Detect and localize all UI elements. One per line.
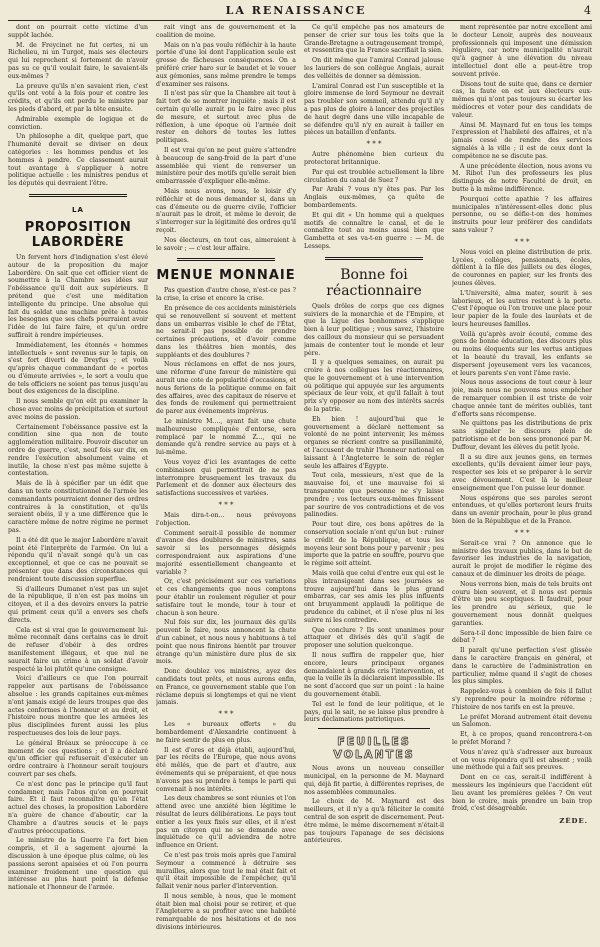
column-2 bbox=[156, 24, 296, 939]
paragraph: Tout cela, messieurs, n'est que de la mauvaise foi, et une mauvaise foi si transparente que personne ne s'y laisse prendre ; vos lecteurs eux-mêmes finissent par sourire de vos contradictions et de vos palinodies. bbox=[304, 472, 444, 519]
paragraph: Le général Bréaux se préoccupe à ce moment de ces questions ; et il a déclaré qu'un officier qui refuserait d'exécuter un ordre contraire à l'honneur serait toujours couvert par ses chefs. bbox=[8, 739, 148, 778]
column-1 bbox=[8, 24, 148, 939]
paragraph: Nous avons un nouveau conseiller municipal, en la personne de M. Maynard qui, déjà fit partie, à différentes reprises, de nos assemblées communales. bbox=[304, 765, 444, 796]
paragraph: Mais de là à spécifier par un édit que dans un texte constitutionnel de l'armée les commandants pourraient donner des ordres contraires à la constitution, et qu'ils seraient obéis, il y a une différence que le caractère même de notre régime ne permet pas. bbox=[8, 480, 148, 535]
paragraph: Ainsi M. Maynard fut en tous les temps l'expression et l'habileté des affaires, et n'a jamais cessé de rendre des services signalés à la ville ; il est de ceux dont la compétence ne se discute pas. bbox=[452, 121, 592, 160]
paragraph: Mais voilà que celui d'entre eux qui est le plus intransigeant dans ses journées se trouve aujourd'hui dans le plus grand embarras, car ses amis les plus influents ont bruyamment applaudi la politique de prudence du cabinet, et il n'ose plus ni les suivre ni les contredire. bbox=[304, 570, 444, 624]
double-rule-divider bbox=[177, 256, 275, 262]
paragraph: Sera-t-il donc impossible de bien faire ce débat ? bbox=[452, 629, 592, 645]
paragraph: Pour tout dire, ces bons apôtres de la conservation sociale n'ont qu'un but : ruiner le crédit de la République, et tous les moyens leur sont bons pour y parvenir ; peu importe que la patrie en souffre, pourvu que le régime soit atteint. bbox=[304, 521, 444, 568]
paragraph: Dont en ce cas, serait-il indifférent à messieurs les ingénieurs que l'accident eût lieu avant les premières gelées ? On veut bien le croire, mais prendre un bain trop froid, c'est désagréable. bbox=[452, 774, 592, 813]
paragraph: Donc doublez vos ministres, ayez des candidats tout prêts, et nous aurons enfin, en France, ce gouvernement stable que l'on réclame depuis si longtemps et qui ne vient jamais. bbox=[156, 668, 296, 707]
paragraph: M. de Freycinet ne fut certes, ni un Richelieu, ni un Turgot, mais ses électeurs qui lui reprochent si fortement de n'avoir pas su ce qu'il voulait faire, le savaient-ils eux-mêmes ? bbox=[8, 41, 148, 80]
paragraph: Il paraît qu'une perfection s'est glissée dans le caractère français en général, et dans le caractère de l'administration en particulier, même quand il s'agit de choses les plus simples. bbox=[452, 647, 592, 686]
paragraph: Un philosophe a dit, quelque part, que l'humanité devait se diviser en deux catégories : les hommes pendus et les hommes à pendre. Ce classement aurait tout avantage à s'appliquer à notre politique actuelle : les ministres pendus et les députés qui devraient l'être. bbox=[8, 133, 148, 188]
paragraph: Eh bien ! aujourd'hui que le gouvernement a déclaré nettement sa volonté de ne point intervenir, les mêmes organes se récrient contre sa pusillanimité, et l'accusent de trahir l'honneur national en laissant à l'Angleterre le soin de régler seule les affaires d'Égypte. bbox=[304, 415, 444, 470]
paragraph: Mais nous avons, nous, le loisir d'y réfléchir et de nous demander si, dans un cas d'émeute ou de guerre civile, l'officier n'aurait pas le droit, et même le devoir, de s'interroger sur la légitimité des ordres qu'il reçoit. bbox=[156, 187, 296, 234]
paragraph: On dit même que l'amiral Conrad jalouse les lauriers de son collègue Anglais, aurait des velléités de donner sa démission. bbox=[304, 57, 444, 80]
section-heading: FEUILLES VOLANTES bbox=[333, 735, 415, 762]
paragraph: rait vingt ans de gouvernement et la coalition de moine. bbox=[156, 24, 296, 39]
paragraph: Par qui est troublée actuellement la libre circulation du canal de Suez ? bbox=[304, 168, 444, 184]
paragraph: Et, à ce propos, quand rencontrera-t-on le préfet Morand ? bbox=[452, 731, 592, 746]
columns bbox=[8, 24, 592, 939]
paragraph: Nos électeurs, en tout cas, aimeraient à le savoir ; — c'est leur affaire. bbox=[156, 236, 296, 252]
paragraph: Le ministre de la Guerre l'a fort bien compris, et il a sagement ajourné la discussion à une époque plus calme, où les passions seront apaisées et où l'on pourra examiner froidement une question qui intéresse au plus haut point la défense nationale et l'honneur de l'armée. bbox=[8, 837, 148, 892]
paragraph: Tel est le fond de leur politique, et le pays, qui le sait, ne se laisse plus prendre à leurs déclamations patriotiques. bbox=[304, 700, 444, 724]
paragraph: Il a su dire aux jeunes gens, en termes excellents, qu'ils devaient aimer leur pays, respecter ses lois et se préparer à le servir avec dévouement. C'est là le meilleur enseignement que l'on puisse leur donner. bbox=[452, 453, 592, 492]
paragraph: Le préfet Morand autrement était devenu un Salomon. bbox=[452, 713, 592, 729]
asterism-divider: * * * bbox=[366, 140, 382, 149]
author-signature: ZÈDE. bbox=[559, 817, 588, 826]
paragraph: dont on pourrait cette victime d'un suppôt lachée. bbox=[8, 24, 148, 39]
paragraph: Nous verrons bien, mais de tels bruits ont couru bien souvent, et il nous est permis d'être un peu sceptiques. Il faudrait, pour les prendre au sérieux, que le gouvernement nous donnât quelques garanties. bbox=[452, 580, 592, 627]
paragraph: Que conclure ? Ils sont unanimes pour attaquer et divisés dès qu'il s'agit de proposer une solution quelconque. bbox=[304, 626, 444, 650]
paragraph: L'Université, alma mater, sourit à ses laborieux, et les autres restent à la porte. C'est l'époque où l'on trouve une place pour leur papier de la foule des lauréats et de leurs heureuses familles. bbox=[452, 289, 592, 328]
running-header bbox=[8, 0, 592, 21]
section-heading: LA bbox=[72, 205, 84, 214]
paragraph: A une précédente élection, nous avons vu M. Ribot l'un des professeurs les plus distingués de notre Faculté de droit, en butte à la même indifférence. bbox=[452, 162, 592, 193]
double-rule-divider bbox=[29, 192, 127, 198]
paragraph: Le ministre M...., ayant fait une chute malheureuse compliquée d'entorse, sera remplacé par le nommé Z..., qui ne demande qu'à rendre service au pays et à lui-même. bbox=[156, 418, 296, 457]
paragraph: Les deux chambres se sont réunies et l'on attend avec une anxiété bien légitime le résultat de leurs délibérations. Le pays tout entier a les yeux fixés sur elles, et il n'est pas un citoyen qui ne se demande avec inquiétude ce qu'il adviendra de notre influence en Orient. bbox=[156, 795, 296, 850]
paragraph: Rappelez-vous à combien de fois il fallut s'y reprendre pour la moindre réforme ; l'histoire de nos tarifs en est la preuve. bbox=[452, 688, 592, 711]
paragraph: Il n'est pas sûr que la Chambre ait tout à fait tort de se montrer inquiète ; mais il est certain qu'elle aurait pu le faire avec plus de mesure, et surtout avec plus de réflexion, à une époque où l'armée doit rester en dehors de toutes les luttes politiques. bbox=[156, 90, 296, 145]
column-4 bbox=[452, 24, 592, 939]
paragraph: Voilà qu'après avoir écouté, comme des gens de bonne éducation, des discours plus ou moins éloquents sur les vertus antiques et la beauté du travail, les enfants se dispersent joyeusement vers les vacances, et leurs parents s'en vont l'âme ravie. bbox=[452, 330, 592, 377]
paragraph: Nul fois sur dix, les journaux dès qu'ils peuvent le faire, nous annoncent la chute d'un cabinet, et nous nous y habituons à tel point que nous finirons bientôt par trouver étrange qu'un ministère dure plus de six mois. bbox=[156, 619, 296, 666]
paragraph: Immédiatement, les étonnés « hommes intellectuels » sont revenus sur le tapis, on s'est fort diverti de Dreyfus ; et voilà qu'après chaque commandant de « portes ou d'émeute arrivées », le sort a voulu que de tels officiers ne soient pas tenus jusqu'au bout des exigences de la discipline. bbox=[8, 341, 148, 396]
paragraph: Vous voyez d'ici les avantages de cette combinaison qui permettrait de ne pas interrompre brusquement les travaux du Parlement et de donner aux électeurs des satisfactions successives et variées. bbox=[156, 459, 296, 498]
paragraph: Serait-ce vrai ? On annonce que le ministre des travaux publics, dans le but de favoriser les industries de la navigation, aurait le projet de modifier le régime des canaux et de diminuer les droits de péage. bbox=[452, 539, 592, 578]
rule-divider bbox=[318, 728, 430, 729]
paragraph: Comment serait-il possible de nommer d'avance des doublures de ministres, sans savoir si les personnages désignés correspondraient aux aspirations d'une majorité essentiellement changeante et variable ? bbox=[156, 529, 296, 576]
paragraph: Il nous semble, à nous, que le moment était bien mal choisi pour se retirer, et que l'Angleterre a su profiter avec une habileté remarquable de nos hésitations et de nos divisions intérieures. bbox=[156, 892, 296, 932]
paragraph: ment représentée par notre excellent ami le docteur Lenoir, auprès des nouveaux professionnels qui imposent une démission régulière, car notre municipalité n'aurait qu'à gagner à une élévation du niveau intellectuel dont elle a peut-être trop souvent privée. bbox=[452, 24, 592, 78]
paragraph: Si d'ailleurs Dumanet n'est pas un sujet de la république, il n'en est pas moins un citoyen, et il a des devoirs envers la patrie qui priment ceux qu'il a envers ses chefs directs. bbox=[8, 585, 148, 624]
paragraph: Ce n'est donc pas le principe qu'il faut condamner, mais l'abus qu'on en pourrait faire. Et il faut reconnaître qu'en l'état actuel des choses, la proposition Labordère n'a guère de chance d'aboutir, car la Chambre a d'autres soucis et le pays d'autres préoccupations. bbox=[8, 780, 148, 835]
paragraph: Voici d'ailleurs ce que l'on pourrait rappeler aux partisans de l'obéissance absolue : les grands capitaines eux-mêmes n'ont jamais exigé de leurs troupes que des actes conformes à l'honneur et au droit, et l'histoire nous montre que les armées les plus disciplinées furent aussi les plus respectueuses des lois de leur pays. bbox=[8, 675, 148, 737]
paragraph: En présence de ces accidents ministériels qui se renouvellent si souvent et mettent dans un embarras visible le chef de l'État, ne serait-il pas possible de prendre certaines précautions, et d'avoir comme dans les théâtres bien montés, des suppléants et des doublures ? bbox=[156, 304, 296, 359]
paragraph: La preuve qu'ils n'en savaient rien, c'est qu'ils ont voté à la fois pour et contre les crédits, et qu'ils ont perdu le ministre par les pieds d'abord, et par la tête ensuite. bbox=[8, 82, 148, 113]
column-3 bbox=[304, 24, 444, 939]
paragraph: Il y a quelques semaines, on aurait pu croire à nos collègues les réactionnaires, que le gouvernement et à une intervention où politique qui appuyée sur les arguments spéciaux de leur voix, et qu'il fallait à tout prix s'y opposer au nom des intérêts sacrés de la patrie. bbox=[304, 359, 444, 414]
paragraph: Il nous suffira de rappeler que, hier encore, leurs principaux organes demandaient à grands cris l'intervention, et que la veille ils la déclaraient impossible. Ils ne sont d'accord que sur un point : la haine du gouvernement établi. bbox=[304, 651, 444, 698]
paragraph: Ce n'est pas trois mois après que l'amiral Seymour a commencé à détruire ses murailles, alors que tout le mal était fait et qu'il était impossible de l'empêcher, qu'il fallait venir nous parler d'intervention. bbox=[156, 851, 296, 891]
paragraph: Il nous semble qu'on eût pu examiner la chose avec moins de précipitation et surtout avec moins de passion. bbox=[8, 398, 148, 421]
paragraph: Disons tout de suite que, dans ce dernier cas, la faute en est aux électeurs eux-mêmes qui n'ont pas toujours su écarter les médiocres et voter pour des candidats de valeur. bbox=[452, 80, 592, 119]
asterism-divider: * * * bbox=[218, 710, 234, 719]
paragraph: Un fervent hors d'indignation s'est élevé autour de la proposition du major Labordère. On sait que cet officier vient de soumettre à la Chambre ses idées sur l'obéissance qu'il doit aux supérieurs. Il prétend que c'est une méditation intelligente du principe. Une absolue qui fait du soldat une machine prête à toutes les besognes que ses chefs pourraient avoir l'idée de lui faire faire, et qu'un ordre suffirait à rendre impérieuses. bbox=[8, 253, 148, 339]
paragraph: Quels drôles de corps que ces dignes suiviers de la monarchie et de l'Empire, et que la Ligue des bonhommes s'applique bien à leur politique ; vous savez, l'histoire des cailloux du monsieur qui se persuadent jamais de contenter tout le monde et leur père. bbox=[304, 302, 444, 357]
paragraph: Certainement l'obéissance passive est la condition sine qua non de toute agglomération militaire. Pouvoir discuter un ordre de guerre, c'est, neuf fois sur dix, en rendre l'exécution absolument vaine et inutile, la chose n'est pas même sujette à contestation. bbox=[8, 423, 148, 478]
paragraph: Mais on n'a pas voulu réfléchir à la haute portée d'une loi dont l'application seule est grosse de fâcheuses conséquences. On a préféré crier haro sur le baudet et le vouer aux gémonies, sans même prendre le temps d'examiner ses raisons. bbox=[156, 41, 296, 88]
paragraph: Pas question d'autre chose, n'est-ce pas ? la crise, la crise et encore la crise. bbox=[156, 287, 296, 303]
paragraph: Par Arabi ? vous n'y êtes pas. Par les Anglais eux-mêmes, ça quête de bombardements. bbox=[304, 186, 444, 209]
paragraph: Or, c'est précisément sur ces variations et ces changements que nous comptons pour établir un roulement régulier et pour satisfaire tout le monde, tour à tour et chacun à son heure. bbox=[156, 578, 296, 617]
double-rule-divider bbox=[325, 255, 423, 261]
paragraph: Ne quittons pas les distributions de prix sans signaler le discours plein de patriotisme et de bon sens prononcé par M. Duffour, devant les élèves du petit lycée. bbox=[452, 420, 592, 451]
paragraph: Admirable exemple de logique et de conviction. bbox=[8, 115, 148, 131]
section-heading: MENUE MONNAIE bbox=[156, 268, 296, 284]
paragraph: Autre phénomène bien curieux du protectorat britannique. bbox=[304, 151, 444, 166]
paragraph: Le choix de M. Maynard est des meilleurs, et il n'y a qu'à féliciter le comité central de son esprit de discernement. Peut-être même, le même discernement n'était-il pas toujours l'apanage de ses décisions antérieures. bbox=[304, 798, 444, 845]
paragraph: Nous nous associons de tout cœur à leur joie, mais nous ne pouvons nous empêcher de remarquer combien il est triste de voir chaque année tant de mérites oubliés, tant d'efforts sans récompense. bbox=[452, 379, 592, 418]
paragraph: Nous espérons que ses paroles seront entendues, et qu'elles porteront leurs fruits dans un avenir prochain, pour le plus grand bien de la République et de la France. bbox=[452, 494, 592, 526]
page-number: 4 bbox=[583, 3, 592, 17]
paragraph: Ce qu'il empêche pas nos amateurs de penser de crier sur tous les toits que la Grande-Bretagne a outrageusement trompé, et ressentira que la France sacrifiait la sien. bbox=[304, 24, 444, 55]
paragraph: L'amiral Conrad est l'un susceptible et la gloire immense de lord Seymour ne devrait pas troubler son sommeil, attendu qu'il n'y a pas plus de gloire à lancer des projectiles de haut degré dans une ville incapable de se défendre qu'il n'y en aurait à tailler en pièces un bataillon d'enfants. bbox=[304, 82, 444, 137]
paragraph: Les « bureaux offerts » du bombardement d'Alexandrie continuent à ne faire sentir de plus en plus. bbox=[156, 721, 296, 744]
paragraph: Et qui dit « Un homme qui a quelques motifs de connaître le canal, et de le connaître tout au moins aussi bien que Gambetta et ses va-t-en guerre : — M. de Lesseps. bbox=[304, 211, 444, 250]
paragraph: Il est vrai qu'on ne peut guère s'attendre à beaucoup de sang-froid de la part d'une assemblée qui vient de renverser un ministère pour des motifs qu'elle serait bien embarrassée d'expliquer elle-même. bbox=[156, 146, 296, 186]
paragraph: Vous n'avez qu'à s'adresser aux bureaux et on vous répondra qu'il est absent ; voilà une méthode qui a fait ses preuves. bbox=[452, 748, 592, 772]
asterism-divider: * * * bbox=[218, 501, 234, 510]
paragraph: Il a été dit que le major Labordère n'avait point été l'interprète de l'armée. On lui a répondu qu'il n'avait songé qu'à un cas exceptionnel, et que ce cas ne pouvait se présenter que dans des circonstances qui rendraient toute discussion superflue. bbox=[8, 536, 148, 583]
section-heading: PROPOSITION LABORDÈRE bbox=[24, 219, 132, 250]
section-heading: Bonne foi réactionnaire bbox=[326, 266, 422, 299]
paragraph: Mais dira-t-on... nous prévoyons l'objection. bbox=[156, 512, 296, 527]
asterism-divider: * * * bbox=[514, 237, 530, 246]
paragraph: Nous réclamons en effet de nos jours, une réforme d'une faveur de ministère qui aurait une cote de popularité d'occasions, et nous ferions de la politique comme on fait des affaires, avec des capitaux de réserve et des fonds de roulement qui permettraient de parer aux événements imprévus. bbox=[156, 361, 296, 416]
paragraph: Il est d'ores et déjà établi, aujourd'hui, par les récits de l'Europe, que nous avons été mêlés, que de part et d'autre, aux événements qui se préparaient, et que nous n'avons pas su prendre à temps le parti qui convenait à nos intérêts. bbox=[156, 746, 296, 793]
paragraph: Pourquoi cette apathie ? les affaires municipales n'intéressent-elles donc plus personne, ou se défie-t-on des hommes instruits pour leur préférer des candidats sans valeur ? bbox=[452, 195, 592, 234]
paragraph: Cela est si vrai que le gouvernement lui-même reconnaît dans certains cas le droit de refuser d'obéir à des ordres manifestement illégaux, et que nul ne saurait faire un crime à un soldat d'avoir respecté la loi plutôt qu'une consigne. bbox=[8, 626, 148, 673]
journal-title: LA RENAISSANCE bbox=[225, 3, 367, 17]
asterism-divider: * * * bbox=[514, 528, 530, 537]
paragraph: Nous voici en pleine distribution de prix. Lycées, collèges, pensionnats, écoles, défilent à la file des juillets ou des éloges, de couronnes en papier, sur les fronts des jeunes élèves. bbox=[452, 248, 592, 287]
